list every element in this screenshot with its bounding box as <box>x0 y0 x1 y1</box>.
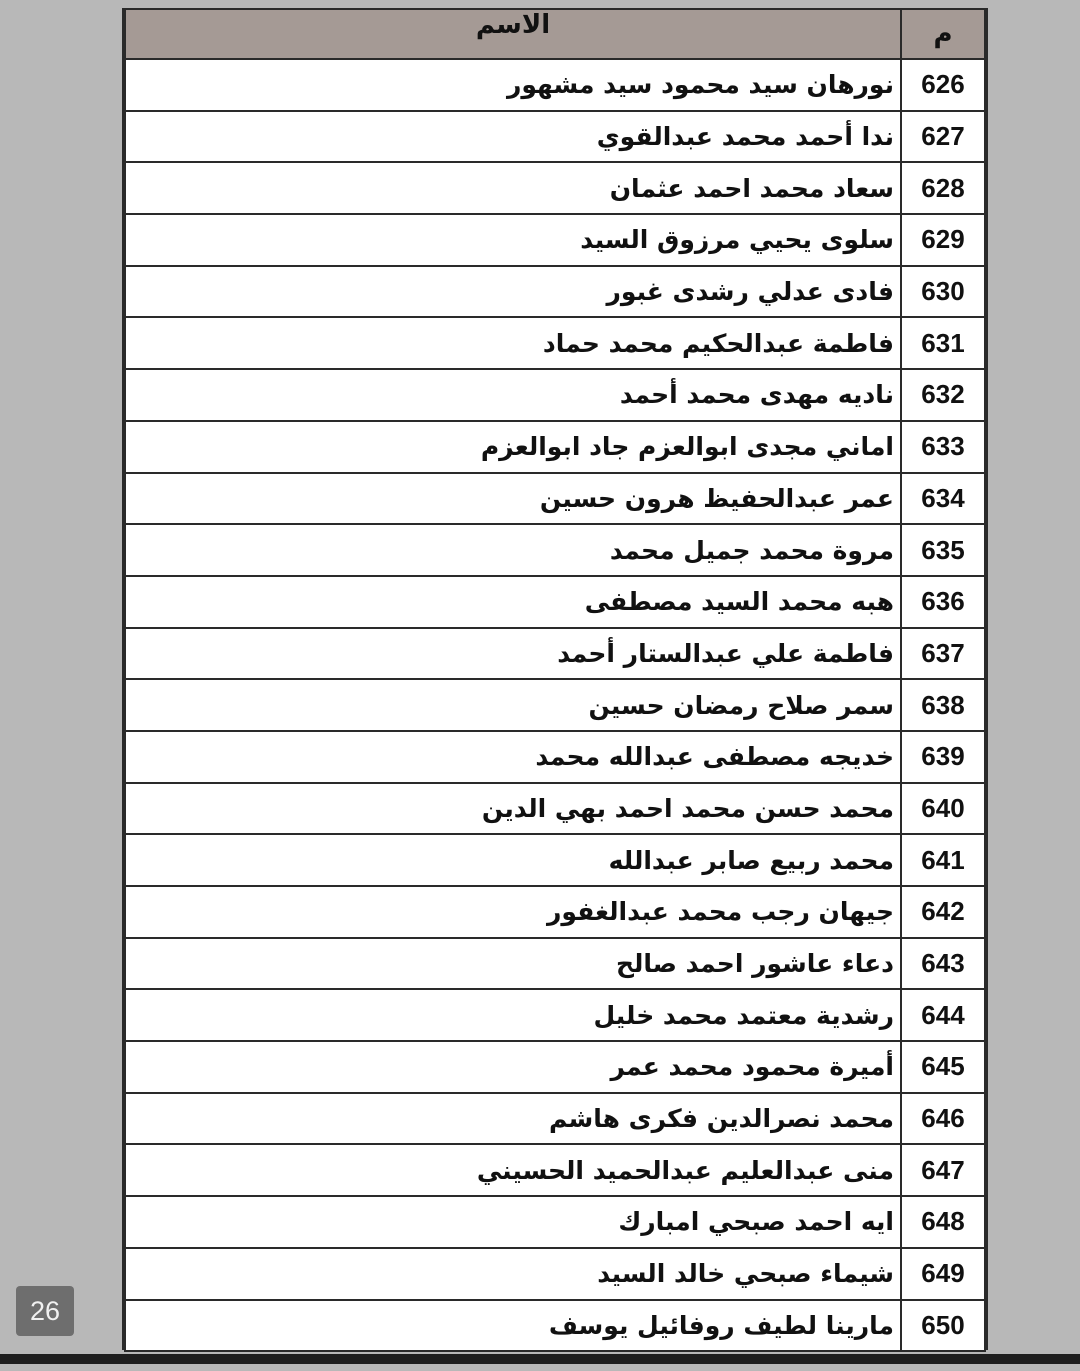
row-name: دعاء عاشور احمد صالح <box>125 938 901 990</box>
row-name: رشدية معتمد محمد خليل <box>125 989 901 1041</box>
table-row <box>125 111 985 163</box>
table-row <box>125 1041 985 1093</box>
row-name: سلوى يحيي مرزوق السيد <box>125 214 901 266</box>
row-number: 642 <box>901 886 985 938</box>
row-number: 638 <box>901 679 985 731</box>
row-name: جيهان رجب محمد عبدالغفور <box>125 886 901 938</box>
table-row <box>125 266 985 318</box>
bottom-scroll-bar <box>0 1354 1080 1364</box>
table-row <box>125 317 985 369</box>
row-name: فاطمة عبدالحكيم محمد حماد <box>125 317 901 369</box>
table-row <box>125 1196 985 1248</box>
row-name: فاطمة علي عبدالستار أحمد <box>125 628 901 680</box>
row-number: 632 <box>901 369 985 421</box>
row-name: اماني مجدى ابوالعزم جاد ابوالعزم <box>125 421 901 473</box>
row-number: 626 <box>901 59 985 111</box>
row-name: سمر صلاح رمضان حسين <box>125 679 901 731</box>
row-number: 627 <box>901 111 985 163</box>
row-number: 646 <box>901 1093 985 1145</box>
table-row <box>125 1248 985 1300</box>
row-number: 639 <box>901 731 985 783</box>
row-number: 641 <box>901 834 985 886</box>
row-number: 629 <box>901 214 985 266</box>
table-row <box>125 783 985 835</box>
row-number: 643 <box>901 938 985 990</box>
row-number: 636 <box>901 576 985 628</box>
table-row <box>125 59 985 111</box>
names-table <box>124 8 986 1352</box>
row-name: منى عبدالعليم عبدالحميد الحسيني <box>125 1144 901 1196</box>
number-column-header: م <box>901 9 985 59</box>
row-name: مروة محمد جميل محمد <box>125 524 901 576</box>
row-number: 648 <box>901 1196 985 1248</box>
document-page <box>122 8 988 1350</box>
table-row <box>125 214 985 266</box>
row-name: محمد حسن محمد احمد بهي الدين <box>125 783 901 835</box>
table-row <box>125 1093 985 1145</box>
table-body <box>125 59 985 1351</box>
row-name: محمد نصرالدين فكرى هاشم <box>125 1093 901 1145</box>
row-name: ناديه مهدى محمد أحمد <box>125 369 901 421</box>
row-name: سعاد محمد احمد عثمان <box>125 162 901 214</box>
row-name: فادى عدلي رشدى غبور <box>125 266 901 318</box>
row-name: شيماء صبحي خالد السيد <box>125 1248 901 1300</box>
row-name: ايه احمد صبحي امبارك <box>125 1196 901 1248</box>
row-number: 630 <box>901 266 985 318</box>
row-name: مارينا لطيف روفائيل يوسف <box>125 1300 901 1352</box>
row-name: عمر عبدالحفيظ هرون حسين <box>125 473 901 525</box>
table-row <box>125 576 985 628</box>
row-number: 631 <box>901 317 985 369</box>
row-number: 645 <box>901 1041 985 1093</box>
row-name: ندا أحمد محمد عبدالقوي <box>125 111 901 163</box>
row-number: 644 <box>901 989 985 1041</box>
row-number: 635 <box>901 524 985 576</box>
row-number: 647 <box>901 1144 985 1196</box>
table-row <box>125 369 985 421</box>
table-row <box>125 938 985 990</box>
row-number: 640 <box>901 783 985 835</box>
table-row <box>125 989 985 1041</box>
row-number: 634 <box>901 473 985 525</box>
table-row <box>125 473 985 525</box>
row-name: نورهان سيد محمود سيد مشهور <box>125 59 901 111</box>
table-row <box>125 162 985 214</box>
table-header-row <box>125 9 985 59</box>
table-row <box>125 628 985 680</box>
row-number: 650 <box>901 1300 985 1352</box>
table-row <box>125 731 985 783</box>
table-row <box>125 421 985 473</box>
table-row <box>125 524 985 576</box>
table-row <box>125 886 985 938</box>
table-row <box>125 679 985 731</box>
table-row <box>125 834 985 886</box>
row-number: 633 <box>901 421 985 473</box>
table-row <box>125 1144 985 1196</box>
name-column-header: الاسم <box>125 9 901 59</box>
row-name: محمد ربيع صابر عبدالله <box>125 834 901 886</box>
row-number: 649 <box>901 1248 985 1300</box>
row-name: أميرة محمود محمد عمر <box>125 1041 901 1093</box>
row-number: 637 <box>901 628 985 680</box>
page-number-badge: 26 <box>16 1286 74 1336</box>
table-row <box>125 1300 985 1352</box>
row-name: هبه محمد السيد مصطفى <box>125 576 901 628</box>
row-name: خديجه مصطفى عبدالله محمد <box>125 731 901 783</box>
row-number: 628 <box>901 162 985 214</box>
